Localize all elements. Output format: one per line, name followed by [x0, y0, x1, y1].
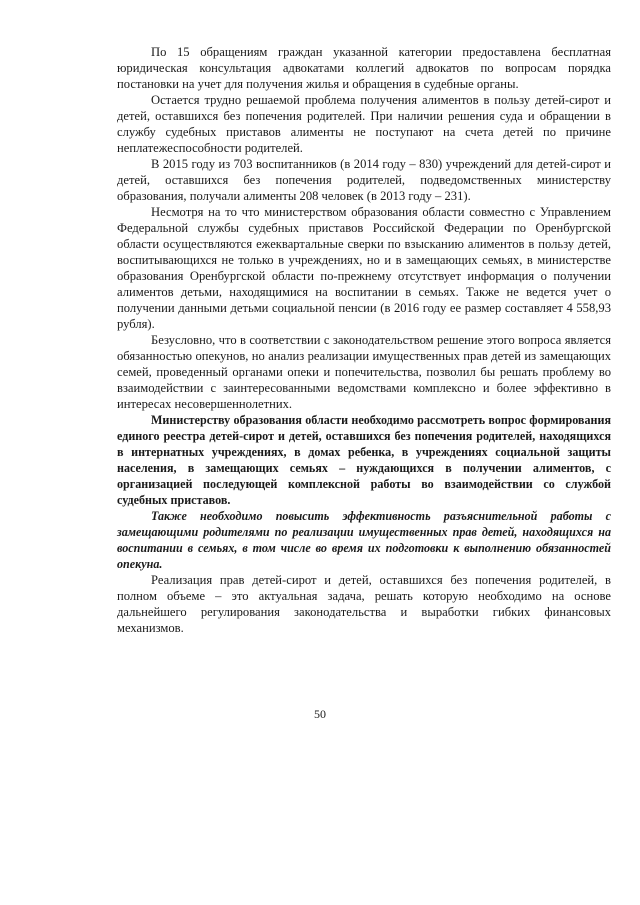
paragraph-alimony-problem: Остается трудно решаемой проблема получения алиментов в пользу детей-сирот и детей, оставшихся без попечения родителей. При наличии решения суда и обращении в службу судебных приставов алименты не поступают на счета детей по причине неплатежеспособности родителей. — [117, 93, 611, 155]
paragraph-reconciliation: Несмотря на то что министерством образования области совместно с Управлением Федеральной службы судебных приставов Российской Федерации по Оренбургской области осуществляются ежеквартальные сверки по взысканию алиментов в пользу детей, воспитывающихся не только в учреждениях, но и в замещающих семьях, в министерстве образования Оренбургской области по-прежнему отсутствует информация о получении алиментов детьми, находящимися на воспитании в семьях. Также не ведется учет о получении данными детьми социальной пенсии (в 2016 году ее размер составляет 4 558,93 рубля). — [117, 205, 611, 331]
recommendation-explanatory-work: Также необходимо повысить эффективность разъяснительной работы с замещающими родителями по реализации имущественных прав детей, находящихся на воспитании в семьях, в том числе во время их подготовки к выполнению обязанностей опекуна. — [117, 509, 611, 571]
paragraph-guardians-duty: Безусловно, что в соответствии с законодательством решение этого вопроса является обязанностью опекунов, но анализ реализации имущественных прав детей из замещающих семей, проведенный органами опеки и попечительства, позволил бы решать проблему во взаимодействии с заинтересованными ведомствами комплексно и более эффективно в интересах несовершеннолетних. — [117, 333, 611, 411]
paragraph-conclusion: Реализация прав детей-сирот и детей, оставшихся без попечения родителей, в полном объеме – это актуальная задача, решать которую необходимо на основе дальнейшего регулирования законодательства и выработки гибких финансовых механизмов. — [117, 573, 611, 635]
paragraph-legal-consultation: По 15 обращениям граждан указанной категории предоставлена бесплатная юридическая консультация адвокатами коллегий адвокатов по вопросам порядка постановки на учет для получения жилья и обращения в судебные органы. — [117, 45, 611, 91]
body-text — [117, 44, 611, 636]
page-number: 50 — [314, 707, 326, 721]
recommendation-registry: Министерству образования области необходимо рассмотреть вопрос формирования единого реестра детей-сирот и детей, оставшихся без попечения родителей, находящихся в интернатных учреждениях, в домах ребенка, в учреждениях социальной защиты населения, в замещающих семьях – нуждающихся в получении алиментов, с организацией последующей комплексной работы во взаимодействии со службой судебных приставов. — [117, 413, 611, 507]
paragraph-alimony-statistics: В 2015 году из 703 воспитанников (в 2014 году – 830) учреждений для детей-сирот и детей, оставшихся без попечения родителей, подведомственных министерству образования, получали алименты 208 человек (в 2013 году – 231). — [117, 157, 611, 203]
